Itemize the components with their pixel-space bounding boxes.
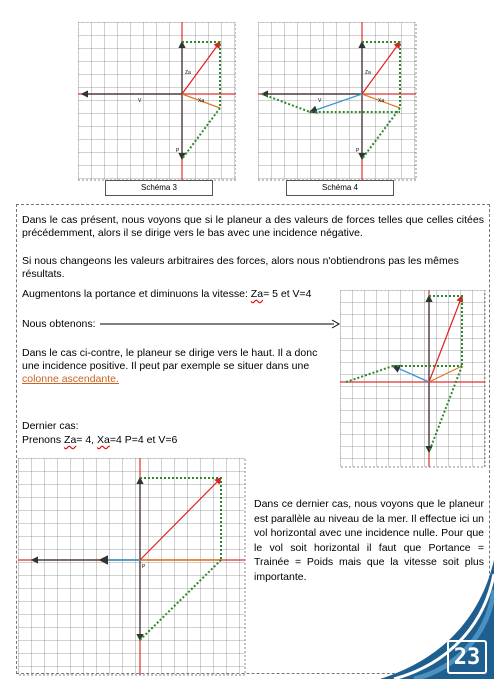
p-label: P	[176, 148, 180, 154]
diagram-upward-frame	[340, 290, 486, 468]
schema-4-caption: Schéma 4	[286, 180, 394, 196]
paragraph-6: Dernier cas:	[22, 420, 79, 432]
schema-3-caption: Schéma 3	[105, 180, 213, 196]
diagram-upward	[340, 290, 486, 468]
svg-text:Xa: Xa	[378, 98, 385, 104]
svg-text:Za: Za	[365, 70, 371, 76]
ascending-column-link[interactable]: colonne ascendante.	[22, 373, 119, 385]
diagram-horizontal-frame	[18, 458, 246, 676]
v-label: V	[138, 98, 142, 104]
paragraph-7: Prenons Za= 4, Xa=4 P=4 et V=6	[22, 434, 178, 446]
paragraph-5: Dans le cas ci-contre, le planeur se dirige vers le haut. Il a donc une incidence positive. Il peut par exemple se situer dans une colonne ascendante.	[22, 347, 318, 385]
paragraph-4: Nous obtenons:	[22, 318, 96, 330]
diagram-horizontal	[18, 458, 246, 676]
paragraph-3: Augmentons la portance et diminuons la vitesse: Za= 5 et V=4	[22, 288, 312, 300]
svg-text:V: V	[318, 98, 322, 104]
paragraph-2: Si nous changeons les valeurs arbitraires des forces, alors nous n'obtiendrons pas les mêmes résultats.	[22, 255, 459, 280]
xa-label: Xa	[198, 98, 205, 104]
p-label: P	[142, 564, 146, 570]
svg-text:P: P	[356, 148, 360, 154]
paragraph-1: Dans le cas présent, nous voyons que si le planeur a des valeurs de forces telles que celles citées précédemment, alors il se dirige vers le bas avec une incidence négative.	[22, 214, 484, 239]
schema-4-frame	[258, 22, 418, 182]
schema-3-frame	[78, 22, 236, 182]
arrow-to-diagram	[98, 318, 340, 330]
paragraph-8: Dans ce dernier cas, nous voyons que le planeur est parallèle au niveau de la mer. Il effectue ici un vol horizontal avec une incidence nulle. Pour que le vol soit horizontal il faut que Portance = Trainée = Poids mais que la vitesse soit plus importante.	[254, 498, 484, 583]
page-number: 23	[447, 640, 487, 674]
schema-4-diagram	[258, 22, 418, 182]
za-label: Za	[185, 70, 191, 76]
schema-3-diagram	[78, 22, 236, 182]
